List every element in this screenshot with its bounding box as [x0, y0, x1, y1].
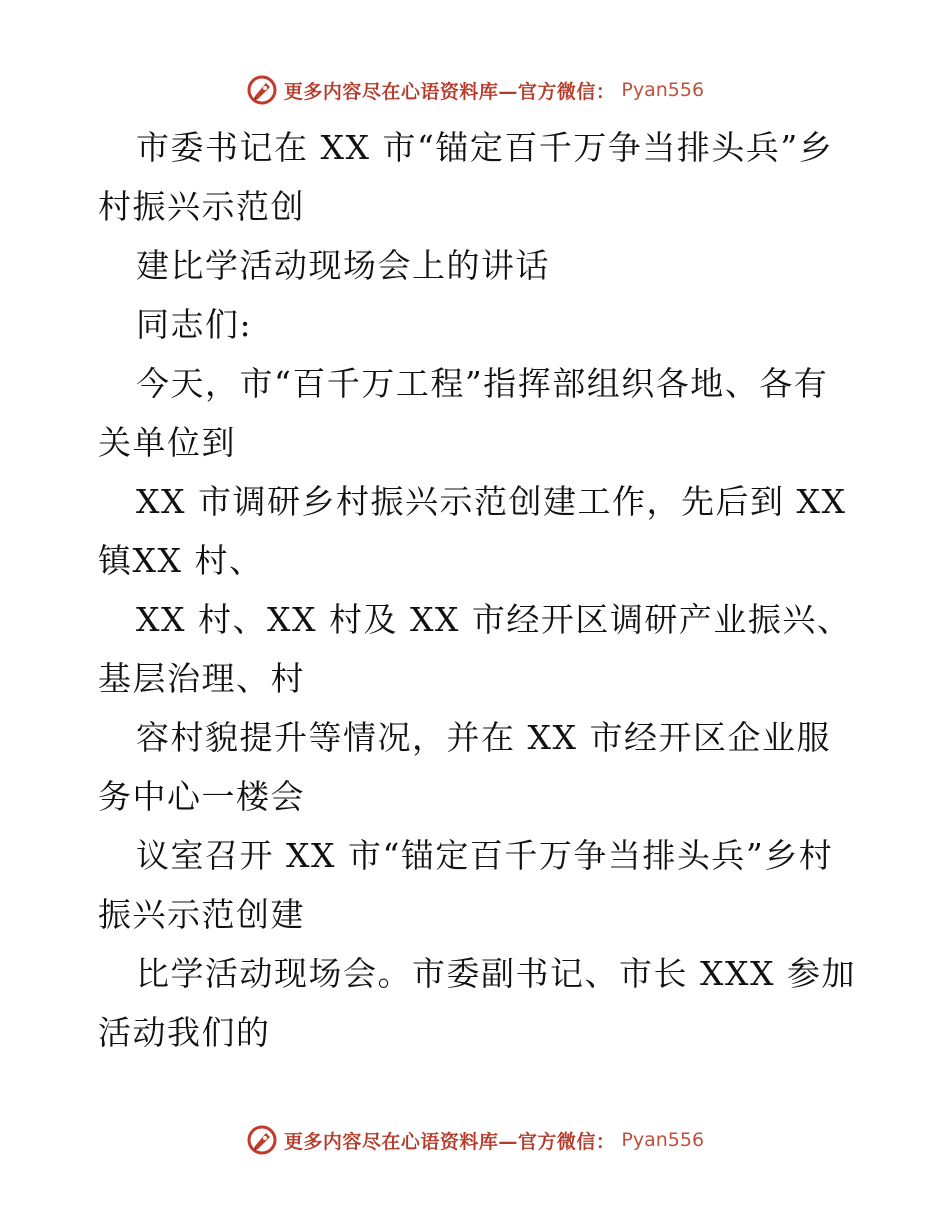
paragraph: 同志们: — [136, 305, 253, 344]
paragraph: 今天，市“百千万工程”指挥部组织各地、各有关单位到 — [98, 364, 829, 462]
banner-text: 更多内容尽在心语资料库—官方微信： — [283, 1130, 616, 1153]
paragraph: 议室召开 XX 市“锚定百千万争当排头兵”乡村振兴示范创建 — [98, 836, 834, 934]
banner-account: Pyan556 — [621, 79, 705, 101]
paragraph: 建比学活动现场会上的讲话 — [136, 246, 550, 285]
pen-nib-circle-icon — [246, 74, 278, 106]
document-body — [98, 118, 858, 1062]
header-banner — [0, 70, 950, 110]
paragraph: XX 村、XX 村及 XX 市经开区调研产业振兴、基层治理、村 — [98, 600, 852, 698]
pen-nib-circle-icon — [246, 1124, 278, 1156]
footer-banner — [0, 1120, 950, 1160]
paragraph: 比学活动现场会。市委副书记、市长 XXX 参加活动我们的 — [98, 954, 856, 1052]
paragraph: XX 市调研乡村振兴示范创建工作，先后到 XX 镇XX 村、 — [98, 482, 847, 580]
banner-account: Pyan556 — [621, 1129, 705, 1151]
paragraph: 市委书记在 XX 市“锚定百千万争当排头兵”乡村振兴示范创 — [98, 128, 834, 226]
banner-text: 更多内容尽在心语资料库—官方微信： — [283, 80, 616, 103]
paragraph: 容村貌提升等情况，并在 XX 市经开区企业服务中心一楼会 — [98, 718, 831, 816]
